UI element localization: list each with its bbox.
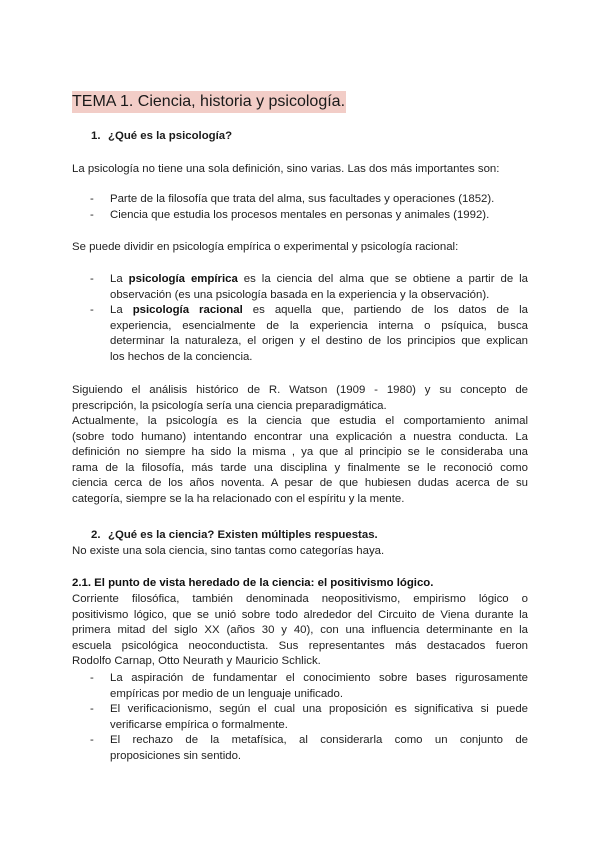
dash-bullet: - [90, 672, 94, 684]
section-2-heading [91, 528, 378, 544]
dash-bullet: - [90, 193, 94, 205]
list-item: - La aspiración de fundamentar el conocimiento sobre bases rigurosamente empíricas por medio de un lenguaje unificado. [90, 672, 528, 700]
dash-bullet: - [90, 304, 94, 316]
subsection-2-1-heading: 2.1. El punto de vista heredado de la ciencia: el positivismo lógico. [72, 577, 434, 589]
list-item: - El rechazo de la metafísica, al considerarla como un conjunto de proposiciones sin sentido. [90, 734, 528, 762]
section-2-title: ¿Qué es la ciencia? Existen múltiples respuestas. [108, 529, 378, 541]
section-1-intro: La psicología no tiene una sola definición, sino varias. Las dos más importantes son: [72, 163, 500, 175]
psychology-types-list [72, 272, 528, 365]
term-psicologia-racional: psicología racional [132, 304, 243, 316]
positivismo-paragraph: Corriente filosófica, también denominada neopositivismo, empirismo lógico o positivismo lógico, que se unió sobre todo alrededor del Circuito de Viena durante la primera mitad del siglo XX (años 30 y 40), con una influencia determinante en la escuela psicológica neoconductista. Sus representantes más destacados fueron Rodolfo Carnap, Otto Neurath y Mauricio Schlick. [72, 593, 528, 667]
type-empirica-text: La psicología empírica es la ciencia del alma que se obtiene a partir de la observación (es una psicología basada en la experiencia y la observación). [110, 273, 528, 301]
dash-bullet: - [90, 734, 94, 746]
dash-bullet: - [90, 208, 94, 221]
section-2-intro: No existe una sola ciencia, sino tantas como categorías haya. [72, 545, 385, 557]
list-item [72, 208, 528, 224]
list-item [72, 192, 528, 208]
term-psicologia-empirica: psicología empírica [128, 273, 238, 285]
watson-paragraph: Siguiendo el análisis histórico de R. Watson (1909 - 1980) y su concepto de prescripción, la psicología sería una ciencia preparadigmática. [72, 384, 528, 412]
section-2-number: 2. [91, 529, 101, 541]
section-1-heading [91, 129, 232, 145]
dash-bullet: - [90, 273, 94, 285]
definitions-list [72, 192, 528, 223]
division-paragraph: Se puede dividir en psicología empírica o experimental y psicología racional: [72, 241, 459, 253]
list-item: - El verificacionismo, según el cual una proposición es significativa si puede verificarse empírica o formalmente. [90, 703, 528, 731]
list-item [72, 303, 528, 365]
page-title: TEMA 1. Ciencia, historia y psicología. [72, 91, 346, 113]
section-1-number: 1. [91, 130, 101, 142]
definition-text: Ciencia que estudia los procesos mentales en personas y animales (1992). [110, 208, 490, 221]
section-1-title: ¿Qué es la psicología? [108, 130, 233, 142]
actualmente-paragraph: Actualmente, la psicología es la ciencia que estudia el comportamiento animal (sobre todo humano) intentando encontrar una explicación a nuestra conducta. La definición no siempre ha sido la misma , ya que al principio se le consideraba una rama de la filosofía, más tarde una disciplina y finalmente se le reconoció como ciencia cerca de los años noventa. A pesar de que hubiesen dudas acerca de su categoría, siempre se la ha relacionado con el espíritu y la mente. [72, 415, 528, 505]
definition-text: Parte de la filosofía que trata del alma, sus facultades y operaciones (1852). [110, 193, 495, 205]
list-item [72, 272, 528, 303]
positivismo-points-list [72, 671, 528, 764]
type-racional-text: La psicología racional es aquella que, partiendo de los datos de la experiencia, esencialmente de la experiencia interna o psíquica, busca determinar la naturaleza, el origen y el destino de los principios que explican los hechos de la conciencia. [110, 304, 528, 363]
dash-bullet: - [90, 703, 94, 715]
